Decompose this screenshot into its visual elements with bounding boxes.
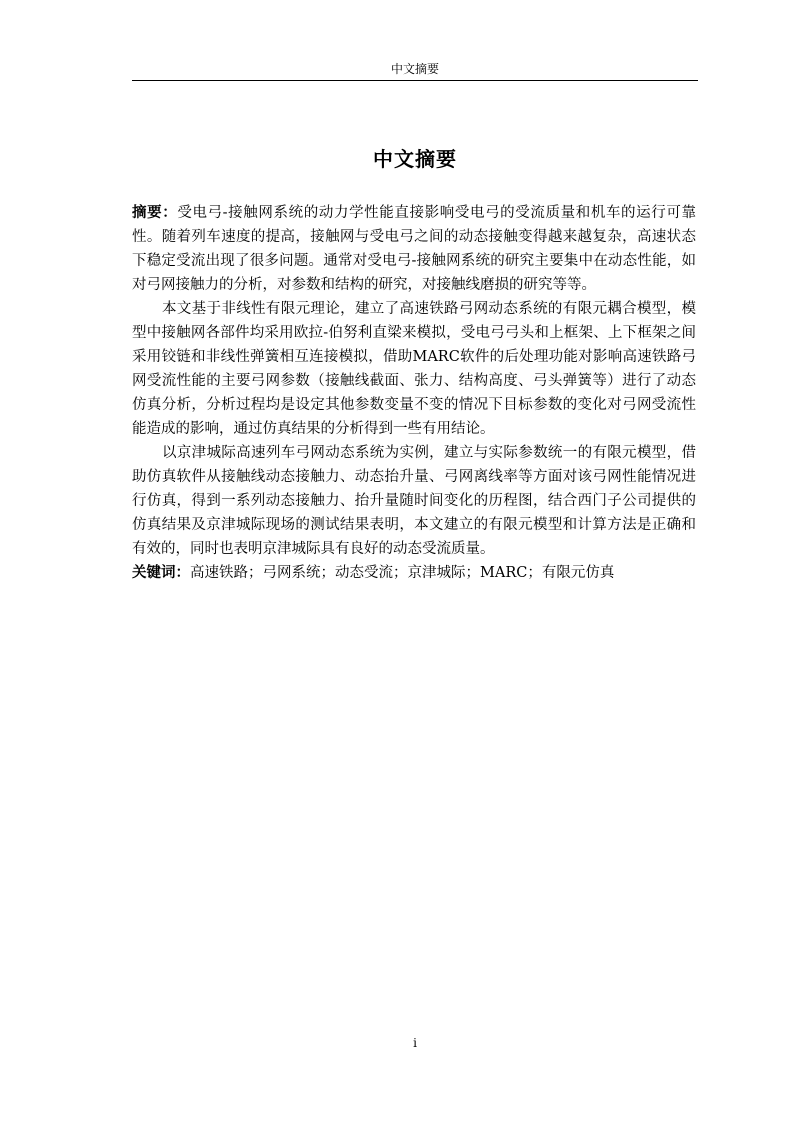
keywords-line [132,561,696,585]
page-title: 中文摘要 [373,147,457,171]
body-paragraph-2: 以京津城际高速列车弓网动态系统为实例，建立与实际参数统一的有限元模型，借助仿真软件从接触线动态接触力、动态抬升量、弓网离线率等方面对该弓网性能情况进行仿真，得到一系列动态接触力、抬升量随时间变化的历程图，结合西门子公司提供的仿真结果及京津城际现场的测试结果表明，本文建立的有限元模型和计算方法是正确和有效的，同时也表明京津城际具有良好的动态受流质量。 [132,445,696,557]
body-paragraph-1: 本文基于非线性有限元理论，建立了高速铁路弓网动态系统的有限元耦合模型，模型中接触网各部件均采用欧拉-伯努利直梁来模拟，受电弓弓头和上框架、上下框架之间采用铰链和非线性弹簧相互连接模拟，借助MARC软件的后处理功能对影响高速铁路弓网受流性能的主要弓网参数（接触线截面、张力、结构高度、弓头弹簧等）进行了动态仿真分析，分析过程均是设定其他参数变量不变的情况下目标参数的变化对弓网受流性能造成的影响，通过仿真结果的分析得到一些有用结论。 [132,301,696,437]
page-number: i [413,1036,417,1050]
abstract-paragraph [132,201,696,297]
keywords-text: 高速铁路；弓网系统；动态受流；京津城际；MARC；有限元仿真 [190,565,615,581]
abstract-label: 摘要： [132,205,178,221]
running-header: 中文摘要 [390,62,439,76]
header-rule [132,80,698,81]
abstract-body [132,201,696,585]
keywords-label: 关键词： [132,565,190,581]
abstract-text: 受电弓-接触网系统的动力学性能直接影响受电弓的受流质量和机车的运行可靠性。随着列车速度的提高，接触网与受电弓之间的动态接触变得越来越复杂，高速状态下稳定受流出现了很多问题。通常对受电弓-接触网系统的研究主要集中在动态性能，如对弓网接触力的分析，对参数和结构的研究，对接触线磨损的研究等等。 [132,205,697,293]
